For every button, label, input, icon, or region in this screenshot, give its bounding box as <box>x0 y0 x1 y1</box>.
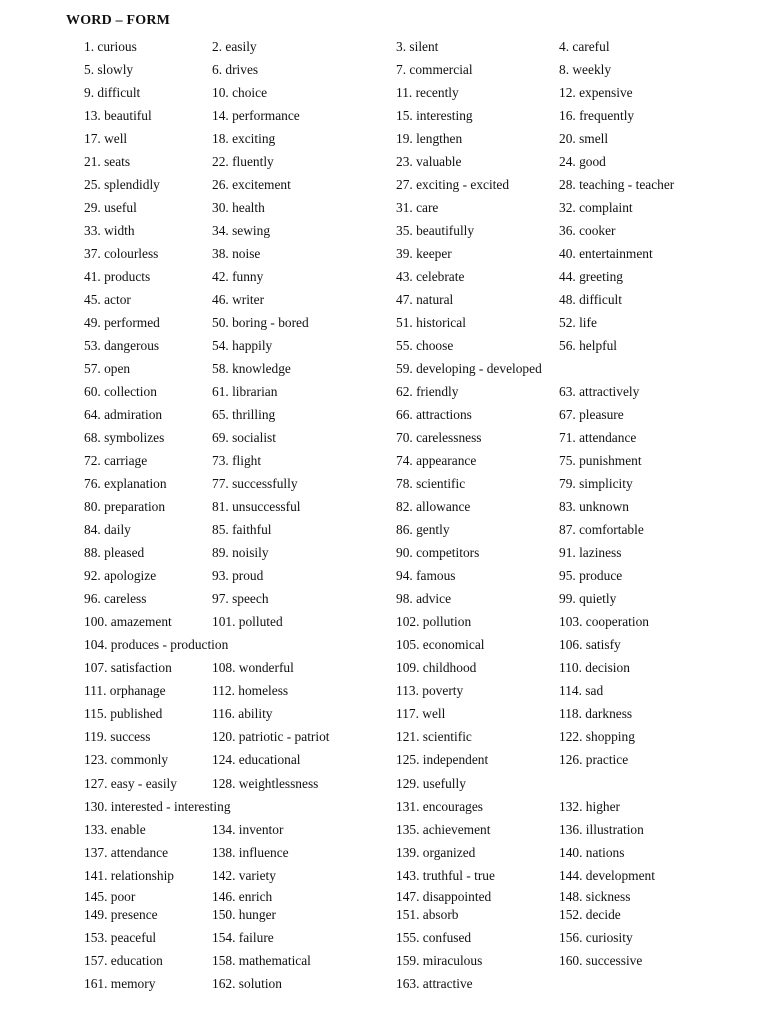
answer-item: 87. comfortable <box>559 522 644 537</box>
answer-item: 161. memory <box>84 976 156 991</box>
answer-item: 97. speech <box>212 591 269 606</box>
answer-item: 5. slowly <box>84 62 134 77</box>
answer-item: 118. darkness <box>559 706 633 721</box>
answer-item: 10. choice <box>212 85 268 100</box>
answer-item: 49. performed <box>84 315 160 330</box>
answer-item: 29. useful <box>84 200 137 215</box>
answer-item: 117. well <box>396 706 446 721</box>
answer-item: 149. presence <box>84 907 158 922</box>
answer-item: 36. cooker <box>559 223 616 238</box>
answer-item: 62. friendly <box>396 384 459 399</box>
answer-item: 102. pollution <box>396 614 472 629</box>
answer-item: 31. care <box>396 200 439 215</box>
answer-item: 55. choose <box>396 338 454 353</box>
answer-item: 71. attendance <box>559 430 637 445</box>
answer-item: 151. absorb <box>396 907 459 922</box>
answer-item: 76. explanation <box>84 476 167 491</box>
answer-item: 51. historical <box>396 315 466 330</box>
answer-item: 39. keeper <box>396 246 452 261</box>
answer-item: 9. difficult <box>84 85 141 100</box>
answer-item: 112. homeless <box>212 683 289 698</box>
answer-item: 53. dangerous <box>84 338 160 353</box>
answer-item: 11. recently <box>396 85 459 100</box>
answer-item: 142. variety <box>212 868 276 883</box>
answer-item: 131. encourages <box>396 799 484 814</box>
answer-item: 128. weightlessness <box>212 776 319 791</box>
answer-item: 15. interesting <box>396 108 473 123</box>
answer-item: 47. natural <box>396 292 454 307</box>
answer-item: 101. polluted <box>212 614 283 629</box>
answer-item: 17. well <box>84 131 128 146</box>
answer-item: 25. splendidly <box>84 177 160 192</box>
answer-item: 92. apologize <box>84 568 157 583</box>
answer-item: 16. frequently <box>559 108 635 123</box>
answer-item: 123. commonly <box>84 752 169 767</box>
answer-item: 85. faithful <box>212 522 272 537</box>
answer-item: 41. products <box>84 269 151 284</box>
answer-item: 66. attractions <box>396 407 472 422</box>
answer-item: 95. produce <box>559 568 623 583</box>
answer-item: 113. poverty <box>396 683 464 698</box>
answer-item: 54. happily <box>212 338 273 353</box>
answer-item: 116. ability <box>212 706 273 721</box>
answer-item: 42. funny <box>212 269 264 284</box>
answer-item: 70. carelessness <box>396 430 482 445</box>
answer-item: 137. attendance <box>84 845 169 860</box>
answer-item: 99. quietly <box>559 591 617 606</box>
answer-item: 107. satisfaction <box>84 660 172 675</box>
answer-item: 58. knowledge <box>212 361 291 376</box>
answer-item: 75. punishment <box>559 453 642 468</box>
answer-item: 94. famous <box>396 568 456 583</box>
answer-item: 119. success <box>84 729 151 744</box>
answer-item: 40. entertainment <box>559 246 653 261</box>
answer-item: 127. easy - easily <box>84 776 177 791</box>
answer-item: 13. beautiful <box>84 108 152 123</box>
answer-item: 74. appearance <box>396 453 477 468</box>
answer-item: 125. independent <box>396 752 489 767</box>
answer-item: 79. simplicity <box>559 476 633 491</box>
answer-item: 86. gently <box>396 522 450 537</box>
answer-item: 134. inventor <box>212 822 284 837</box>
answer-item: 126. practice <box>559 752 629 767</box>
answer-item: 69. socialist <box>212 430 276 445</box>
answer-item: 56. helpful <box>559 338 618 353</box>
answer-item: 141. relationship <box>84 868 175 883</box>
answer-item: 162. solution <box>212 976 282 991</box>
answer-item: 4. careful <box>559 39 610 54</box>
answer-item: 88. pleased <box>84 545 145 560</box>
answer-item: 61. librarian <box>212 384 278 399</box>
answer-item: 152. decide <box>559 907 621 922</box>
answer-item: 154. failure <box>212 930 274 945</box>
answer-item: 27. exciting - excited <box>396 177 510 192</box>
answer-item: 153. peaceful <box>84 930 157 945</box>
answer-item: 143. truthful - true <box>396 868 495 883</box>
answer-item: 148. sickness <box>559 889 631 904</box>
answer-item: 21. seats <box>84 154 131 169</box>
answer-item: 124. educational <box>212 752 301 767</box>
answer-item: 129. usefully <box>396 776 466 791</box>
answer-item: 91. laziness <box>559 545 622 560</box>
answer-item: 26. excitement <box>212 177 291 192</box>
answer-item: 146. enrich <box>212 889 273 904</box>
answer-item: 90. competitors <box>396 545 480 560</box>
answer-item: 32. complaint <box>559 200 633 215</box>
answer-item: 68. symbolizes <box>84 430 165 445</box>
answer-item: 3. silent <box>396 39 439 54</box>
answer-item: 121. scientific <box>396 729 472 744</box>
answer-item: 38. noise <box>212 246 261 261</box>
answer-item: 8. weekly <box>559 62 612 77</box>
answer-item: 2. easily <box>212 39 257 54</box>
answer-item: 108. wonderful <box>212 660 294 675</box>
answer-item: 96. careless <box>84 591 147 606</box>
answer-item: 105. economical <box>396 637 485 652</box>
answer-item: 43. celebrate <box>396 269 465 284</box>
answer-item: 160. successive <box>559 953 643 968</box>
answer-item: 20. smell <box>559 131 609 146</box>
answer-item: 163. attractive <box>396 976 473 991</box>
answer-item: 23. valuable <box>396 154 462 169</box>
answer-item: 73. flight <box>212 453 262 468</box>
answer-item: 111. orphanage <box>84 683 166 698</box>
answer-item: 1. curious <box>84 39 137 54</box>
answer-item: 144. development <box>559 868 655 883</box>
page-title: WORD – FORM <box>66 13 171 28</box>
answer-item: 157. education <box>84 953 163 968</box>
answer-item: 64. admiration <box>84 407 163 422</box>
answer-item: 114. sad <box>559 683 604 698</box>
answer-item: 30. health <box>212 200 265 215</box>
answer-item: 52. life <box>559 315 597 330</box>
answer-item: 77. successfully <box>212 476 298 491</box>
answer-item: 48. difficult <box>559 292 622 307</box>
answer-item: 81. unsuccessful <box>212 499 301 514</box>
answer-item: 110. decision <box>559 660 630 675</box>
answer-item: 139. organized <box>396 845 476 860</box>
answer-item: 120. patriotic - patriot <box>212 729 330 744</box>
answer-item: 6. drives <box>212 62 259 77</box>
answer-item: 136. illustration <box>559 822 644 837</box>
answer-item: 45. actor <box>84 292 131 307</box>
answer-item: 98. advice <box>396 591 452 606</box>
answer-item: 46. writer <box>212 292 265 307</box>
answer-item: 24. good <box>559 154 606 169</box>
answer-item: 82. allowance <box>396 499 471 514</box>
answer-item: 14. performance <box>212 108 300 123</box>
answer-item: 22. fluently <box>212 154 274 169</box>
answer-item: 72. carriage <box>84 453 148 468</box>
answer-item: 156. curiosity <box>559 930 633 945</box>
answer-item: 67. pleasure <box>559 407 624 422</box>
answer-item: 140. nations <box>559 845 625 860</box>
answer-item: 106. satisfy <box>559 637 621 652</box>
answer-item: 59. developing - developed <box>396 361 542 376</box>
answer-item: 19. lengthen <box>396 131 463 146</box>
answer-item: 132. higher <box>559 799 620 814</box>
answer-item: 83. unknown <box>559 499 629 514</box>
answer-item: 80. preparation <box>84 499 166 514</box>
answer-item: 109. childhood <box>396 660 477 675</box>
answer-item: 44. greeting <box>559 269 623 284</box>
answer-item: 130. interested - interesting <box>84 799 231 814</box>
answer-item: 33. width <box>84 223 135 238</box>
answer-item: 147. disappointed <box>396 889 492 904</box>
answer-item: 34. sewing <box>212 223 271 238</box>
answer-item: 103. cooperation <box>559 614 649 629</box>
answer-item: 159. miraculous <box>396 953 483 968</box>
answer-item: 115. published <box>84 706 163 721</box>
answer-item: 89. noisily <box>212 545 269 560</box>
answer-item: 133. enable <box>84 822 146 837</box>
answer-item: 150. hunger <box>212 907 276 922</box>
answer-item: 78. scientific <box>396 476 466 491</box>
answer-item: 84. daily <box>84 522 131 537</box>
answer-item: 28. teaching - teacher <box>559 177 675 192</box>
answer-item: 60. collection <box>84 384 157 399</box>
answer-item: 158. mathematical <box>212 953 311 968</box>
answer-item: 122. shopping <box>559 729 635 744</box>
answer-item: 57. open <box>84 361 131 376</box>
answer-item: 155. confused <box>396 930 472 945</box>
answer-item: 65. thrilling <box>212 407 276 422</box>
answer-item: 100. amazement <box>84 614 172 629</box>
answer-item: 63. attractively <box>559 384 640 399</box>
answer-item: 7. commercial <box>396 62 473 77</box>
answer-item: 145. poor <box>84 889 136 904</box>
answer-item: 104. produces - production <box>84 637 229 652</box>
answer-item: 35. beautifully <box>396 223 475 238</box>
answer-item: 37. colourless <box>84 246 159 261</box>
answer-item: 138. influence <box>212 845 289 860</box>
answer-item: 12. expensive <box>559 85 633 100</box>
answer-item: 135. achievement <box>396 822 491 837</box>
answer-item: 50. boring - bored <box>212 315 309 330</box>
answer-item: 93. proud <box>212 568 264 583</box>
answer-item: 18. exciting <box>212 131 276 146</box>
